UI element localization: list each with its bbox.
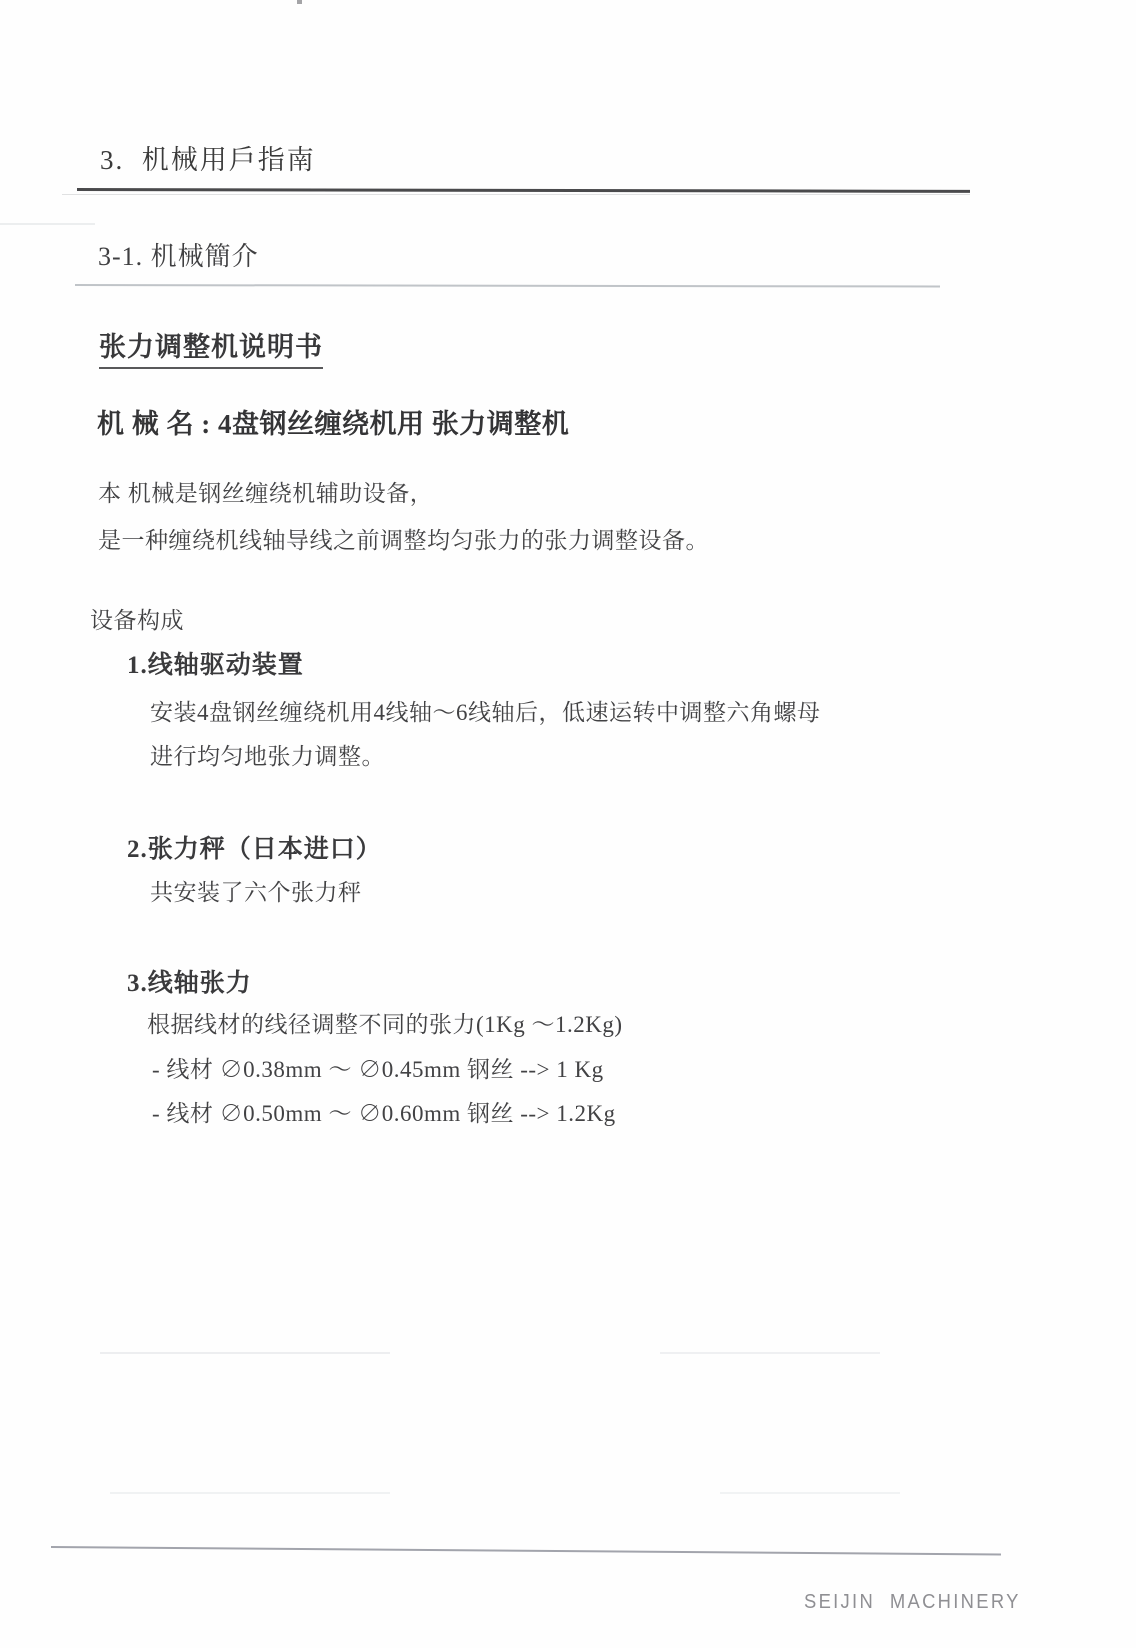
machine-name-line: 机 械 名 : 4盘钢丝缠绕机用 张力调整机 bbox=[97, 409, 570, 439]
section-heading: 3. 机械用戶指南 bbox=[100, 145, 316, 175]
document-title: 张力调整机说明书 bbox=[99, 334, 323, 369]
item-3-body-line-2: - 线材 ∅0.38mm ～ ∅0.45mm 钢丝 --> 1 Kg bbox=[152, 1057, 604, 1082]
intro-line-2: 是一种缠绕机线轴导线之前调整均匀张力的张力调整设备。 bbox=[98, 528, 709, 553]
item-3-body-line-3: - 线材 ∅0.50mm ～ ∅0.60mm 钢丝 --> 1.2Kg bbox=[152, 1101, 616, 1126]
item-3-title: 3.线轴张力 bbox=[127, 970, 252, 997]
scan-smudge bbox=[0, 223, 95, 225]
composition-heading: 设备构成 bbox=[90, 608, 184, 633]
item-1-body-line-2: 进行均匀地张力调整。 bbox=[150, 744, 385, 769]
item-1-title: 1.线轴驱动装置 bbox=[127, 652, 304, 679]
item-2-title: 2.张力秤（日本进口） bbox=[127, 836, 382, 863]
scan-smudge bbox=[660, 1352, 880, 1354]
scan-speck bbox=[297, 0, 302, 4]
footer-rule bbox=[51, 1546, 1001, 1555]
intro-line-1: 本 机械是钢丝缠绕机辅助设备， bbox=[98, 481, 434, 506]
footer-brand-text: SEIJIN MACHINERY bbox=[804, 1591, 1021, 1613]
scan-smudge bbox=[720, 1492, 900, 1494]
subsection-heading-rule bbox=[75, 284, 940, 288]
scan-smudge bbox=[100, 1352, 390, 1354]
item-2-body-line-1: 共安装了六个张力秤 bbox=[150, 880, 362, 905]
section-heading-rule bbox=[77, 188, 970, 193]
scan-smudge bbox=[110, 1492, 390, 1494]
item-3-body-line-1: 根据线材的线径调整不同的张力(1Kg ～1.2Kg) bbox=[147, 1012, 623, 1037]
section-heading-rule-echo bbox=[62, 194, 970, 195]
subsection-heading: 3-1. 机械簡介 bbox=[98, 242, 259, 271]
item-1-body-line-1: 安装4盘钢丝缠绕机用4线轴～6线轴后，低速运转中调整六角螺母 bbox=[150, 700, 821, 725]
